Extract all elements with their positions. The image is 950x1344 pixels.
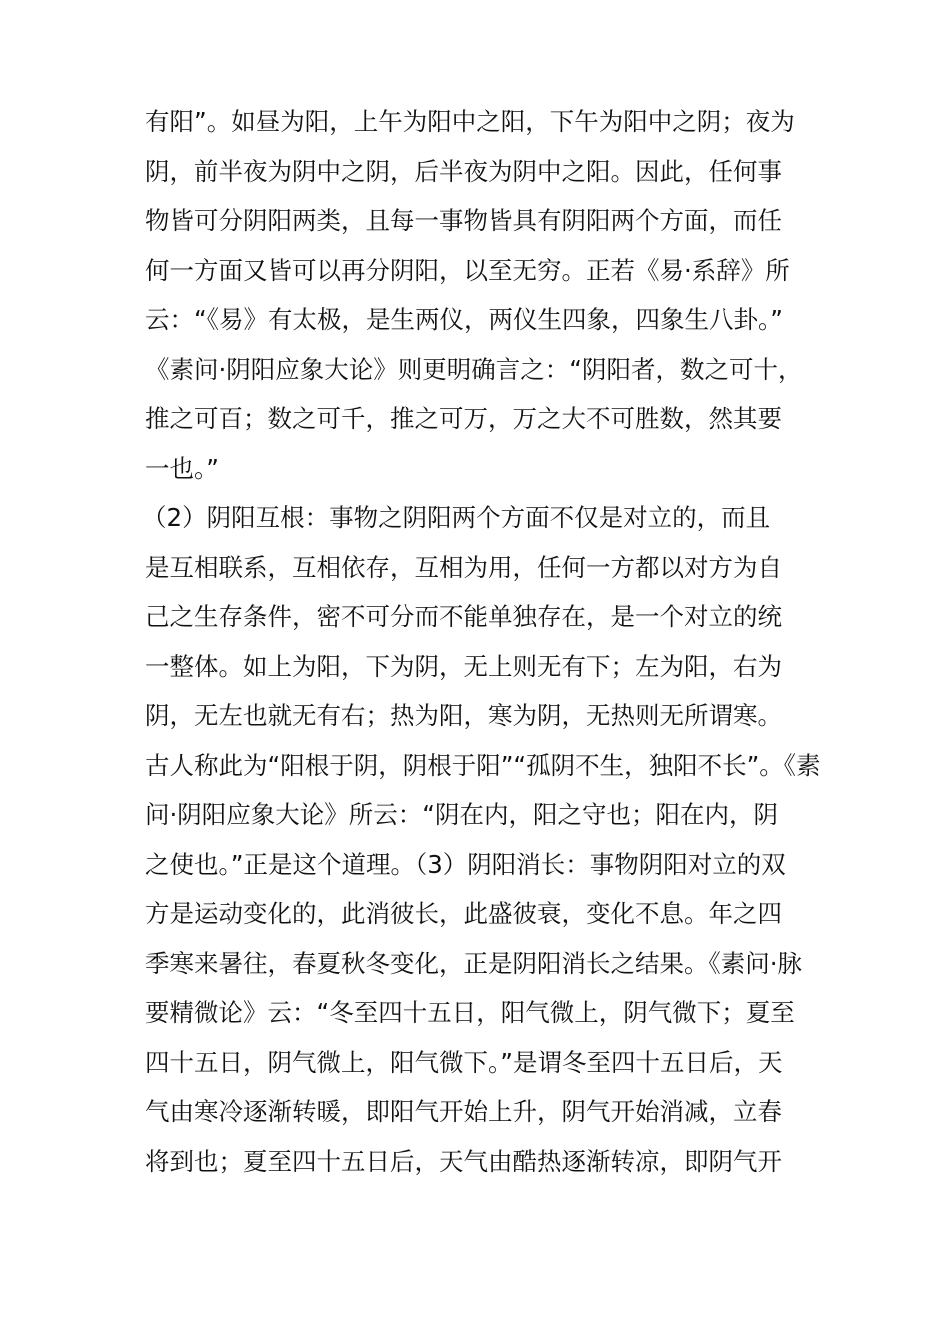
text-line: 是互相联系，互相依存，互相为用，任何一方都以对方为自 — [145, 552, 782, 582]
text-line: 季寒来暑往，春夏秋冬变化，正是阴阳消长之结果。《素问·脉 — [145, 948, 803, 978]
text-line: 问·阴阳应象大论》所云：“阴在内，阳之守也；阳在内，阴 — [145, 800, 778, 829]
text-line: 《素问·阴阳应象大论》则更明确言之：“阴阳者，数之可十， — [145, 354, 803, 384]
text-line: 方是运动变化的，此消彼长，此盛彼衰，变化不息。年之四 — [145, 899, 782, 928]
body-text — [142, 97, 825, 1186]
text-line: 之使也。”正是这个道理。（3）阴阳消长：事物阴阳对立的双 — [145, 849, 786, 879]
text-line: 阴，前半夜为阴中之阴，后半夜为阴中之阳。因此，任何事 — [145, 156, 782, 186]
text-line: 何一方面又皆可以再分阴阳，以至无穷。正若《易·系辞》所 — [145, 255, 790, 285]
text-line: 要精微论》云：“冬至四十五日，阳气微上，阴气微下；夏至 — [145, 998, 795, 1027]
text-line: 气由寒冷逐渐转暖，即阳气开始上升，阴气开始消减，立春 — [145, 1097, 782, 1126]
text-line: 有阳”。如昼为阳，上午为阳中之阳，下午为阳中之阴；夜为 — [145, 107, 795, 136]
text-line: 阴，无左也就无有右；热为阳，寒为阴，无热则无所谓寒。 — [145, 701, 782, 730]
text-line: 四十五日，阴气微上，阳气微下。”是谓冬至四十五日后，天 — [145, 1047, 783, 1077]
text-line: 己之生存条件，密不可分而不能单独存在，是一个对立的统 — [145, 602, 782, 631]
text-line: 推之可百；数之可千，推之可万，万之大不可胜数，然其要 — [145, 404, 782, 433]
text-line: 云：“《易》有太极，是生两仪，两仪生四象，四象生八卦。” — [145, 305, 783, 334]
text-line: （2）阴阳互根：事物之阴阳两个方面不仅是对立的，而且 — [142, 503, 771, 532]
text-line: 一也。” — [145, 453, 219, 483]
text-line: 物皆可分阴阳两类，且每一事物皆具有阴阳两个方面，而任 — [145, 206, 782, 235]
text-line: 一整体。如上为阳，下为阴，无上则无有下；左为阳，右为 — [145, 651, 782, 681]
text-line: 古人称此为“阳根于阴，阴根于阳”“孤阴不生，独阳不长”。《素 — [145, 750, 821, 780]
text-line: 将到也；夏至四十五日后，天气由酷热逐渐转凉，即阴气开 — [145, 1146, 782, 1176]
